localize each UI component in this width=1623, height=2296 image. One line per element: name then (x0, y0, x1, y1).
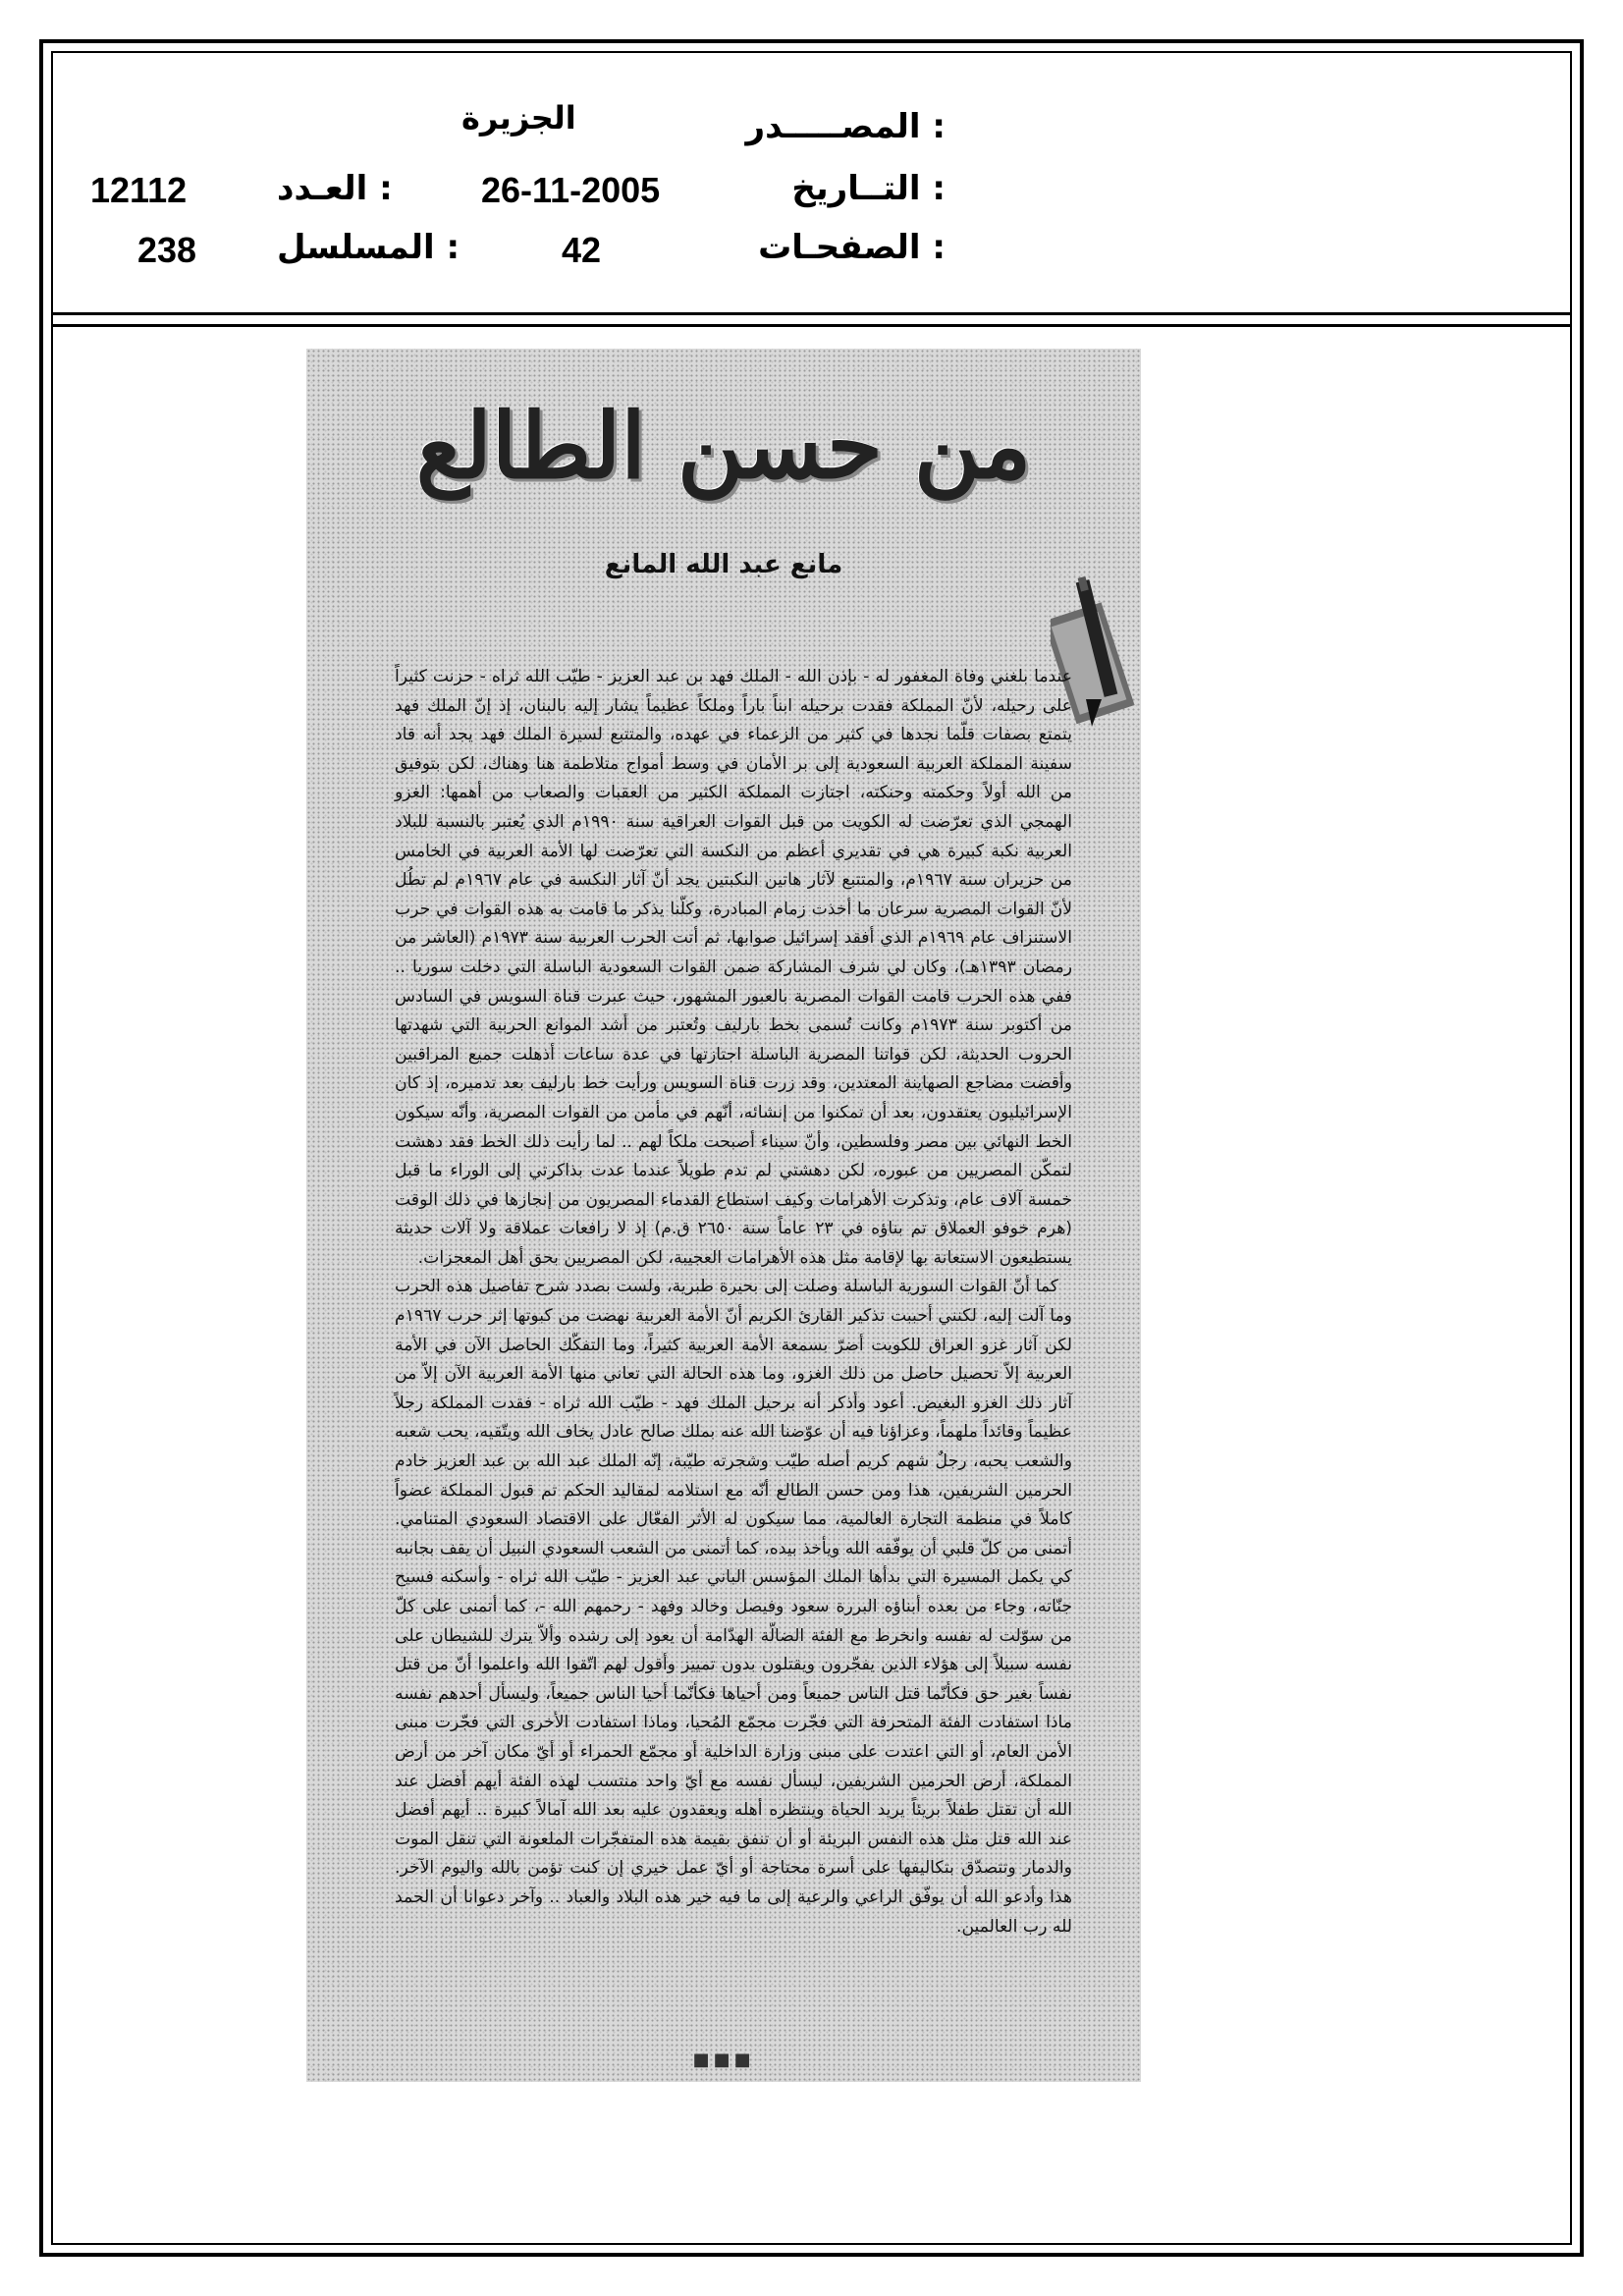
article-title: من حسن الطالع (415, 393, 1032, 499)
header-divider (51, 312, 1572, 315)
serial-value: 238 (137, 230, 197, 270)
date-value: 26-11-2005 (481, 170, 661, 210)
issue-label: العـدد : (277, 169, 393, 208)
article-body (395, 560, 1072, 1941)
issue-value: 12112 (90, 170, 188, 210)
article-paragraph: عندما بلغني وفاة المغفور له - بإذن الله - الملك فهد بن عبد العزيز - طيّب الله ثراه - حزنت كثيراً على رحيله، لأنّ المملكة فقدت برحيله ابناً باراً وملكاً عظيماً يشار إليه بالبنان، إذ إنّ الملك فهد يتمتع بصفات قلّما نجدها في كثير من الزعماء في عهده، والمتتبع لسيرة الملك فهد يجد أنه قاد سفينة المملكة العربية السعودية إلى بر الأمان في وسط أمواج متلاطمة هنا وهناك، لكن بتوفيق من الله أولاً وحكمته وحنكته، اجتازت المملكة الكثير من العقبات والصعاب من أهمها: الغزو الهمجي الذي تعرّضت له الكويت من قبل القوات العراقية سنة ١٩٩٠م الذي يُعتبر بالنسبة للبلاد العربية نكبة كبيرة هي في تقديري أعظم من النكسة التي تعرّضت لها الأمة العربية في الخامس من حزيران سنة ١٩٦٧م، والمتتبع لآثار هاتين النكبتين يجد أنّ آثار النكسة في عام ١٩٦٧م لم تطُل لأنّ القوات المصرية سرعان ما أخذت زمام المبادرة، وكلّنا يذكر ما قامت به هذه القوات في حرب الاستنزاف عام ١٩٦٩م الذي أفقد إسرائيل صوابها، ثم أتت الحرب العربية سنة ١٩٧٣م (العاشر من رمضان ١٣٩٣هـ)، وكان لي شرف المشاركة ضمن القوات السعودية الباسلة التي دخلت سوريا .. ففي هذه الحرب قامت القوات المصرية بالعبور المشهور، حيث عبرت قناة السويس في السادس من أكتوبر سنة ١٩٧٣م وكانت تُسمى بخط بارليف وتُعتبر من أشد الموانع الحربية التي شهدتها الحروب الحديثة، لكن قواتنا المصرية الباسلة اجتازتها في عدة ساعات أذهلت جميع المراقبين وأقضت مضاجع الصهاينة المعتدين، وقد زرت قناة السويس ورأيت خط بارليف بعد تدميره، إذ كان الإسرائيليون يعتقدون، بعد أن تمكنوا من إنشائه، أنّهم في مأمن من القوات المصرية، وأنّه سيكون الخط النهائي بين مصر وفلسطين، وأنّ سيناء أصبحت ملكاً لهم .. لما رأيت ذلك الخط فقد دهشت لتمكّن المصريين من عبوره، لكن دهشتي لم تدم طويلاً عندما عدت بذاكرتي إلى الوراء ما قبل خمسة آلاف عام، وتذكرت الأهرامات وكيف استطاع القدماء المصريون من إنجازها في ذلك الوقت (هرم خوفو العملاق تم بناؤه في ٢٣ عاماً سنة ٢٦٥٠ ق.م) إذ لا رافعات عملاقة ولا آلات حديثة يستطيعون الاستعانة بها لإقامة مثل هذه الأهرامات العجيبة، لكن المصريين بحق أهل المعجزات. (395, 667, 1073, 1268)
serial-label: المسلسل : (277, 228, 460, 267)
article-end-mark: ■■■ (692, 2050, 755, 2070)
newspaper-clipping (306, 349, 1141, 2082)
pages-label: الصفحـات : (758, 228, 946, 267)
source-value: الجزيرة (461, 99, 576, 137)
pages-value: 42 (562, 230, 602, 270)
date-label: التــاريخ : (791, 169, 946, 208)
article-author: مانع عبد الله المانع (604, 550, 843, 579)
source-label: المصـــــدر : (745, 107, 946, 146)
header-divider-double (51, 324, 1572, 327)
article-paragraph: كما أنّ القوات السورية الباسلة وصلت إلى بحيرة طبرية، ولست بصدد شرح تفاصيل هذه الحرب وما آلت إليه، لكنني أحببت تذكير القارئ الكريم أنّ الأمة العربية نهضت من كبوتها إثر حرب ١٩٦٧م لكن آثار غزو العراق للكويت أضرّ بسمعة الأمة العربية كثيراً، وما التفكّك الحاصل الآن في الأمة العربية إلاّ تحصيل حاصل من ذلك الغزو، وما هذه الحالة التي تعاني منها الأمة العربية الآن إلاّ من آثار ذلك الغزو البغيض. أعود وأذكر أنه برحيل الملك فهد - طيّب الله ثراه - فقدت المملكة رجلاً عظيماً وقائداً ملهماً، وعزاؤنا فيه أن عوّضنا الله عنه بملك صالح عادل يخاف الله ويتّقيه، يحب شعبه والشعب يحبه، رجلٌ شهم كريم أصله طيّب وشجرته طيّبة، إنّه الملك عبد الله بن عبد العزيز خادم الحرمين الشريفين، هذا ومن حسن الطالع أنّه مع استلامه لمقاليد الحكم تم قبول المملكة عضواً كاملاً في منظمة التجارة العالمية، مما سيكون له الأثر الفعّال على الاقتصاد السعودي المتنامي. أتمنى من كلّ قلبي أن يوفّقه الله ويأخذ بيده، كما أتمنى من الشعب السعودي النبيل أن يقف بجانبه كي يكمل المسيرة التي بدأها الملك المؤسس الباني عبد العزيز - طيّب الله ثراه - وأسكنه فسيح جنّاته، وجاء من بعده أبناؤه البررة سعود وفيصل وخالد وفهد - رحمهم الله -، كما أتمنى على كلّ من سوّلت له نفسه وانخرط مع الفئة الضالّة الهدّامة أن يعود إلى رشده وألاّ يترك للشيطان على نفسه سبيلاً إلى هؤلاء الذين يفجّرون ويقتلون بدون تمييز وأقول لهم اتّقوا الله واعلموا أنّ من قتل نفساً بغير حق فكأنّما قتل الناس جميعاً ومن أحياها فكأنّما أحيا الناس جميعاً، وليسأل أحدهم نفسه ماذا استفادت الفئة المتحرفة التي فجّرت مجمّع المُحيا، وماذا استفادت الأخرى التي فجّرت مبنى الأمن العام، أو التي اعتدت على مبنى وزارة الداخلية أو مجمّع الحمراء أو أيّ مكان آخر من أرض المملكة، أرض الحرمين الشريفين، ليسأل نفسه مع أيّ واحد منتسب لهذه الفئة أيهم أفضل عند الله أن تقتل طفلاً بريئاً يريد الحياة وينتظره أهله ويعقدون عليه بعد الله آمالاً كبيرة .. أيهم أفضل عند الله قتل مثل هذه النفس البريئة أو أن تنفق بقيمة هذه المتفجّرات الملعونة التي تنقل الموت والدمار وتتصدّق بتكاليفها على أسرة محتاجة أو أيّ عمل خيري إن كنت تؤمن بالله واليوم الآخر. هذا وأدعو الله أن يوفّق الراعي والرعية إلى ما فيه خير هذه البلاد والعباد .. وآخر دعوانا أن الحمد لله رب العالمين. (395, 1277, 1072, 1937)
